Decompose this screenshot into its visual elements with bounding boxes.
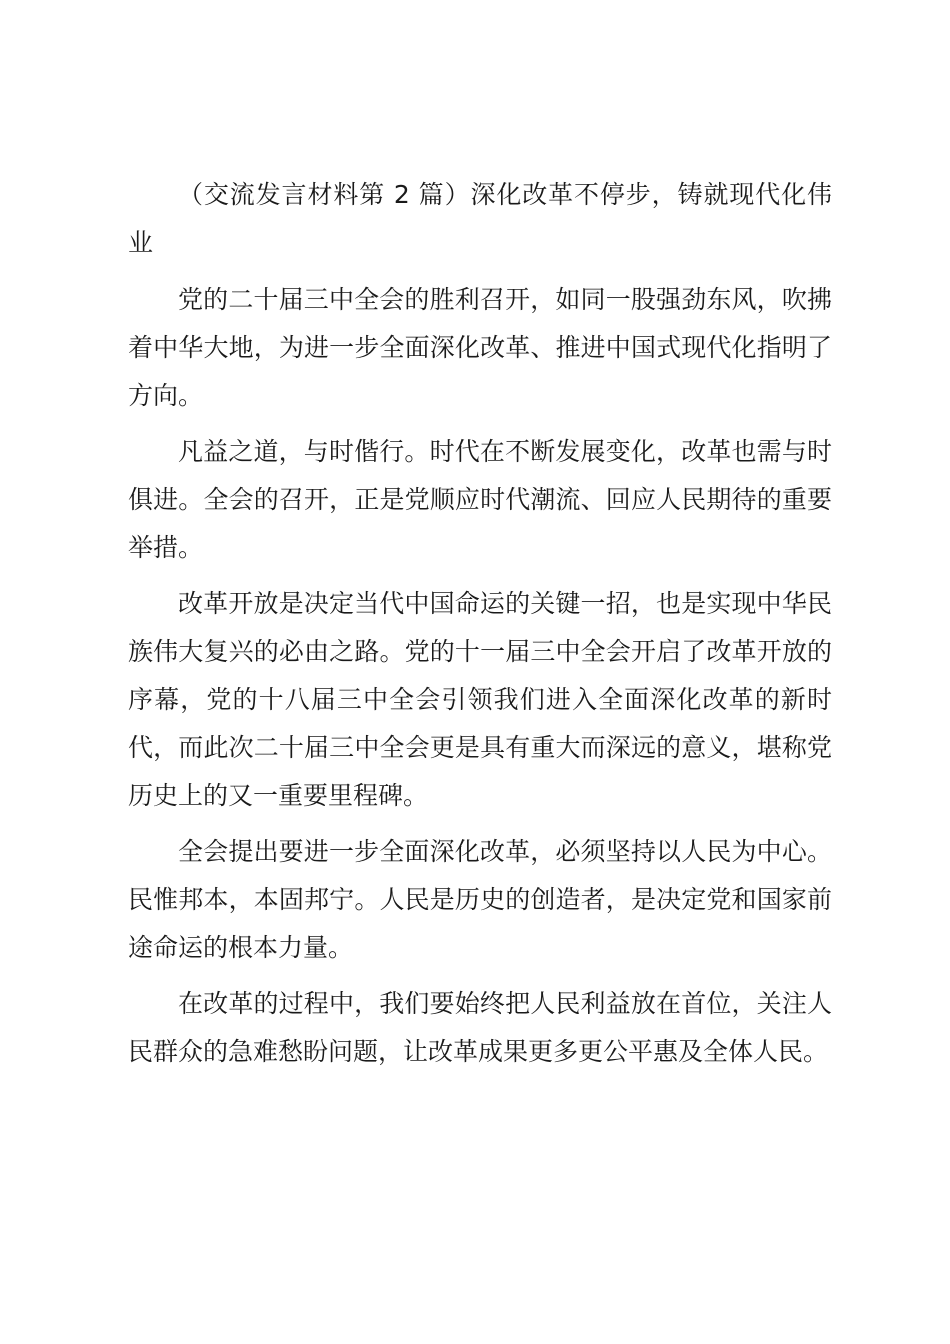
paragraph-1: 党的二十届三中全会的胜利召开，如同一股强劲东风，吹拂着中华大地，为进一步全面深化改革、推进中国式现代化指明了方向。 — [128, 285, 832, 410]
document-body — [128, 171, 832, 1084]
paragraph-2: 凡益之道，与时偕行。时代在不断发展变化，改革也需与时俱进。全会的召开，正是党顺应时代潮流、回应人民期待的重要举措。 — [128, 437, 832, 562]
paragraph-4: 全会提出要进一步全面深化改革，必须坚持以人民为中心。民惟邦本，本固邦宁。人民是历史的创造者，是决定党和国家前途命运的根本力量。 — [128, 837, 832, 962]
paragraph-3: 改革开放是决定当代中国命运的关键一招，也是实现中华民族伟大复兴的必由之路。党的十一届三中全会开启了改革开放的序幕，党的十八届三中全会引领我们进入全面深化改革的新时代，而此次二十届三中全会更是具有重大而深远的意义，堪称党历史上的又一重要里程碑。 — [128, 589, 832, 810]
paragraph-5: 在改革的过程中，我们要始终把人民利益放在首位，关注人民群众的急难愁盼问题，让改革成果更多更公平惠及全体人民。 — [128, 989, 832, 1066]
document-title: （交流发言材料第 2 篇）深化改革不停步，铸就现代化伟业 — [128, 180, 832, 257]
